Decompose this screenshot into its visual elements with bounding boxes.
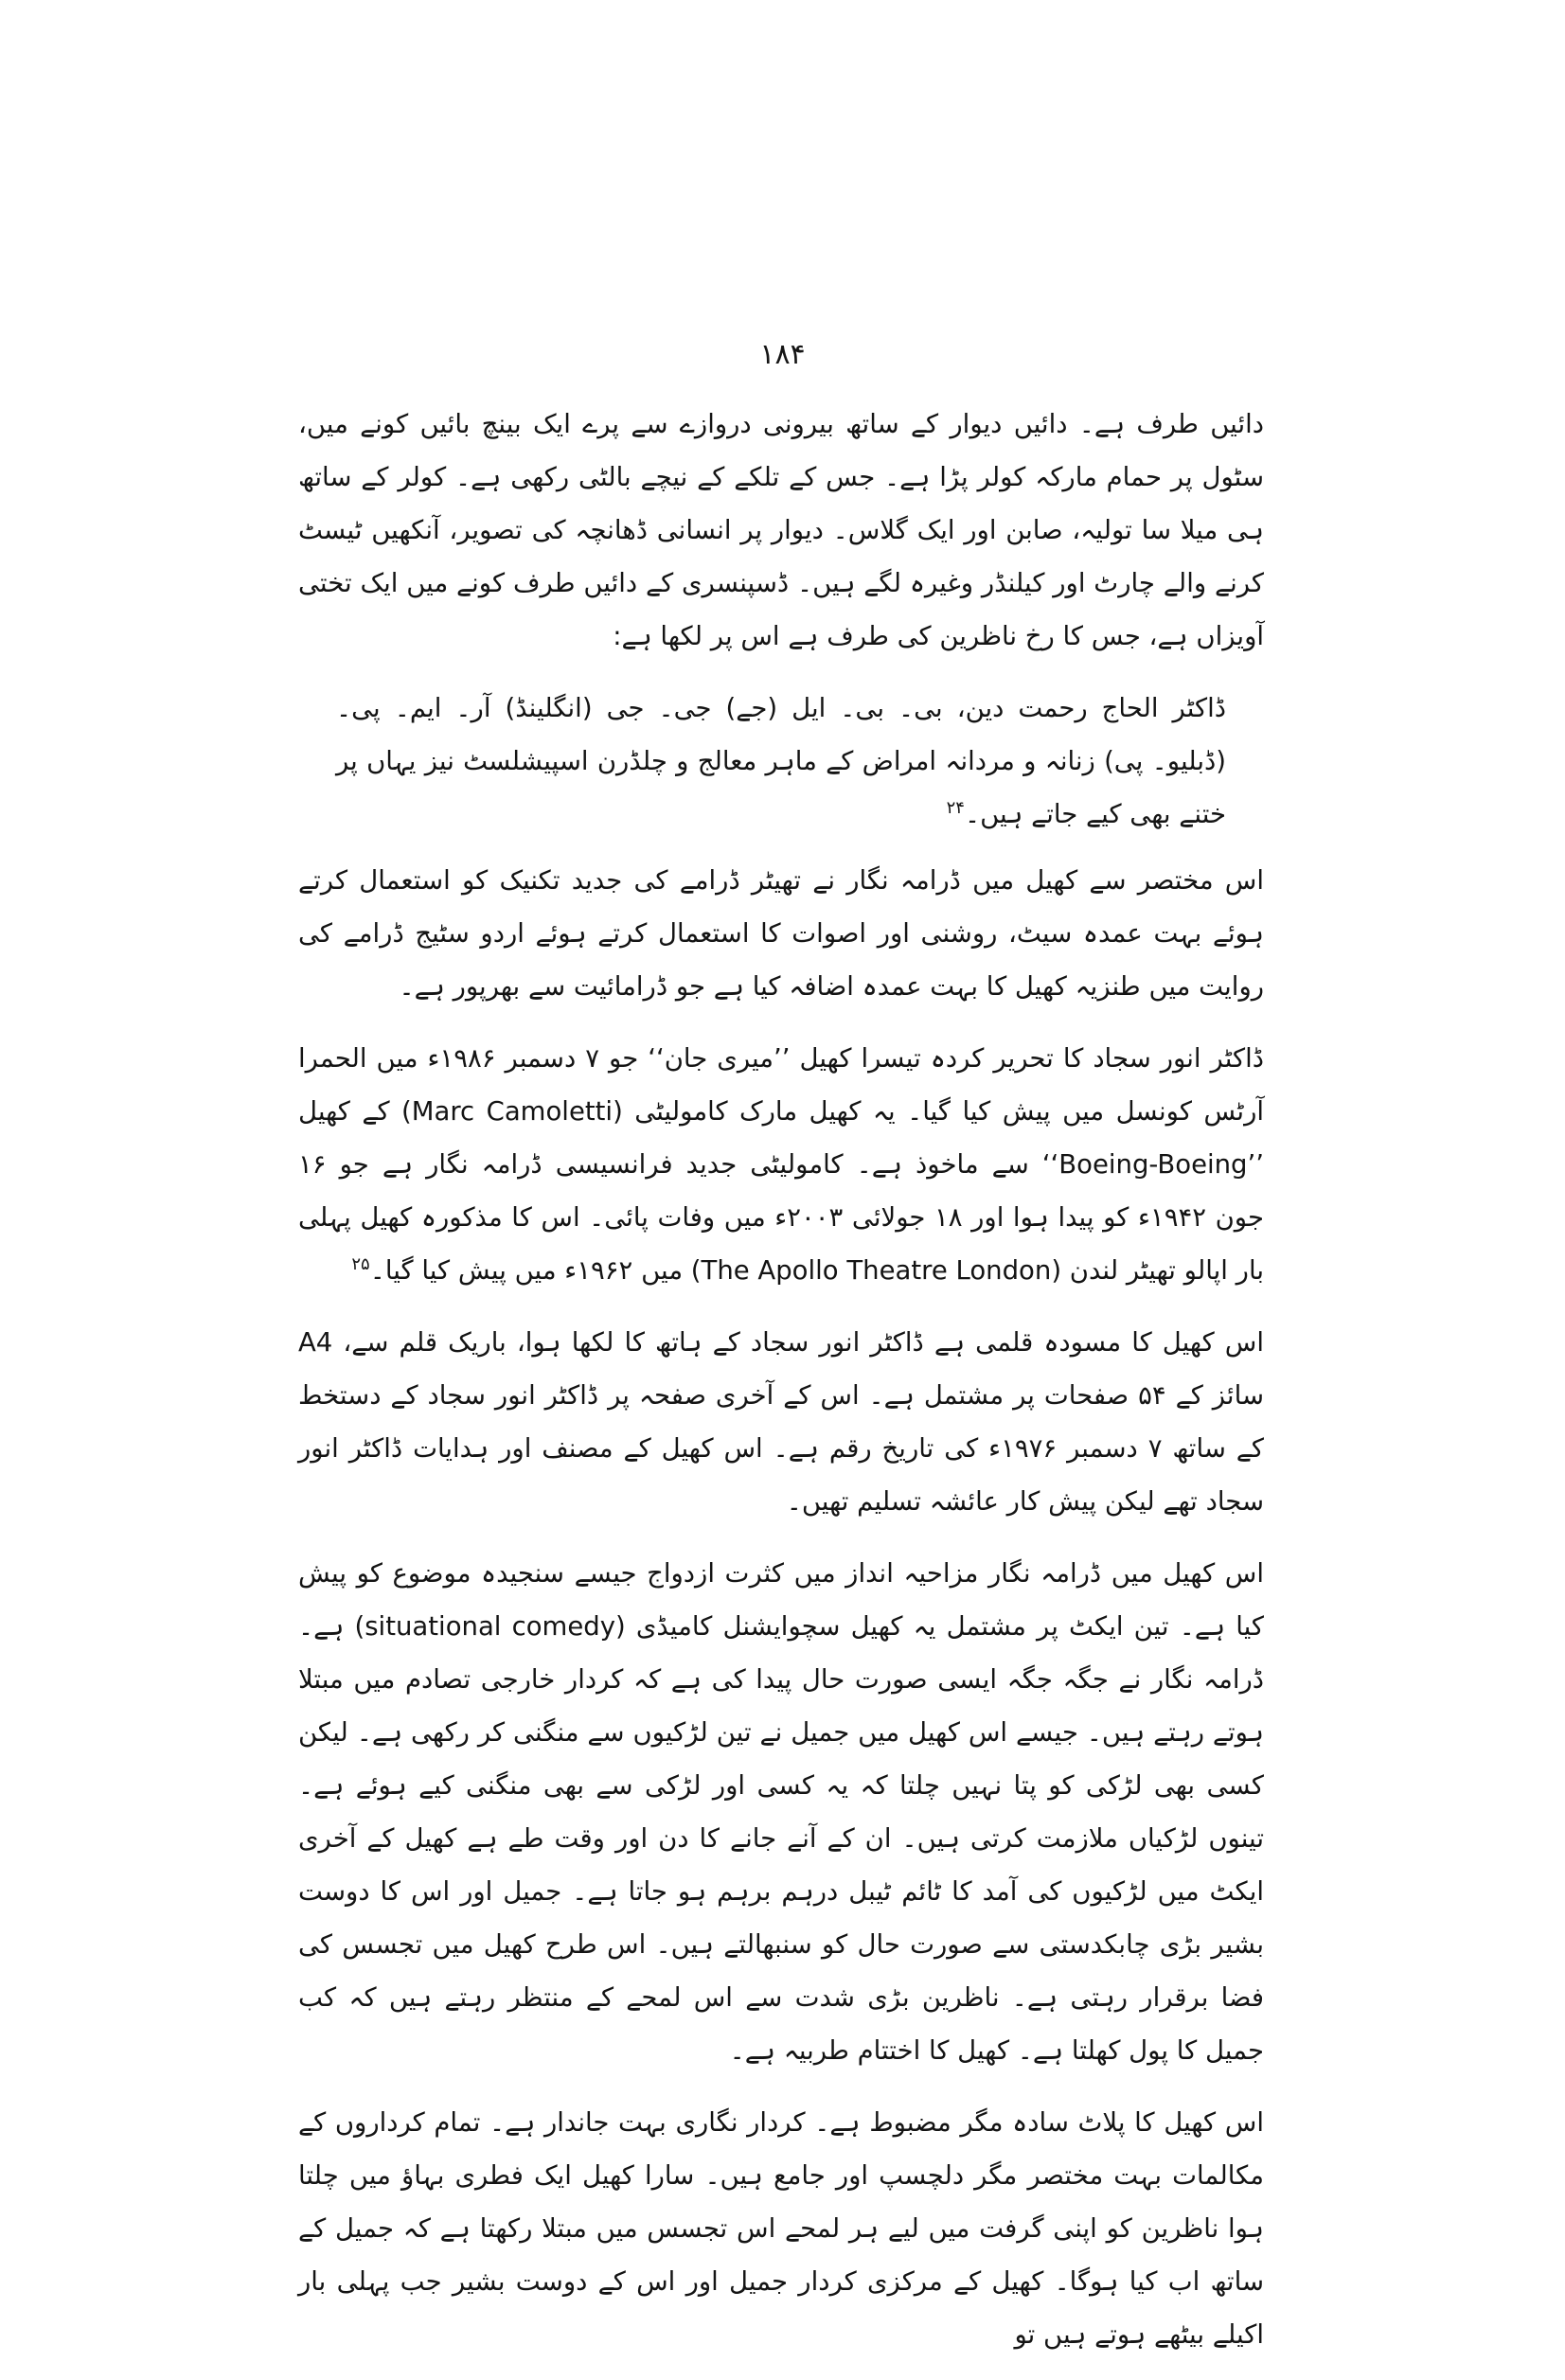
paragraph-text: اس کھیل کا مسودہ قلمی ہے ڈاکٹر انور سجاد کے ہاتھ کا لکھا ہوا، باریک قلم سے، A4 سائز کے ۵۴ صفحات پر مشتمل ہے۔ اس کے آخری صفحہ پر ڈاکٹر انور سجاد کے دستخط کے ساتھ ۷ دسمبر ۱۹۷۶ء کی تاریخ رقم ہے۔ اس کھیل کے مصنف اور ہدایات ڈاکٹر انور سجاد تھے لیکن پیش کار عائشہ تسلیم تھیں۔ [298,1327,1265,1517]
paragraph-technique [298,854,1264,1013]
latin-genre-term: situational comedy [365,1611,615,1642]
paragraph-comedy [298,1547,1264,2077]
paragraph-text-part: ) ہے۔ ڈرامہ نگار نے جگہ جگہ ایسی صورت حال پیدا کی ہے کہ کردار خارجی تصادم میں مبتلا ہوتے رہتے ہیں۔ جیسے اس کھیل میں جمیل نے تین لڑکیوں سے منگنی کر رکھی ہے۔ لیکن کسی بھی لڑکی کو پتا نہیں چلتا کہ یہ کسی اور لڑکی سے بھی منگنی کیے ہوئے ہے۔ تینوں لڑکیاں ملازمت کرتی ہیں۔ ان کے آنے جانے کا دن اور وقت طے ہے کھیل کے آخری ایکٹ میں لڑکیوں کی آمد کا ٹائم ٹیبل درہم برہم ہو جاتا ہے۔ جمیل اور اس کا دوست بشیر بڑی چابکدستی سے صورت حال کو سنبھالتے ہیں۔ اس طرح کھیل میں تجسس کی فضا برقرار رہتی ہے۔ ناظرین بڑی شدت سے اس لمحے کے منتظر رہتے ہیں کہ کب جمیل کا پول کھلتا ہے۔ کھیل کا اختتام طربیہ ہے۔ [298,1611,1264,2066]
paragraph-text: اس مختصر سے کھیل میں ڈرامہ نگار نے تھیٹر ڈرامے کی جدید تکنیک کو استعمال کرتے ہوئے بہت عمدہ سیٹ، روشنی اور اصوات کا استعمال کرتے ہوئے اردو سٹیج ڈرامے کی روایت میں طنزیہ کھیل کا بہت عمدہ اضافہ کیا ہے جو ڈرامائیت سے بھرپور ہے۔ [298,865,1264,1002]
page-number: ۱۸۴ [759,338,806,371]
paragraph-meri-jaan [298,1032,1264,1297]
paragraph-text: اس کھیل کا پلاٹ سادہ مگر مضبوط ہے۔ کردار نگاری بہت جاندار ہے۔ تمام کرداروں کے مکالمات بہت مختصر مگر دلچسپ اور جامع ہیں۔ سارا کھیل ایک فطری بہاؤ میں چلتا ہوا ناظرین کو اپنی گرفت میں لیے ہر لمحے اس تجسس میں مبتلا رکھتا ہے کہ جمیل کے ساتھ اب کیا ہوگا۔ کھیل کے مرکزی کردار جمیل اور اس کے دوست بشیر جب پہلی بار اکیلے بیٹھے ہوتے ہیں تو [298,2107,1264,2350]
paragraph-setting-description [298,398,1264,663]
paragraph-text-part: ) کے کھیل ’’ [298,1096,1264,1180]
paragraph-text-part: ) میں ۱۹۶۲ء میں پیش کیا گیا۔ [369,1255,702,1286]
quote-text: ڈاکٹر الحاج رحمت دین، بی۔ بی۔ ایل (جے) جی۔ جی (انگلینڈ) آر۔ ایم۔ پی۔ (ڈبلیو۔ پی) زنانہ و مردانہ امراض کے ماہر معالج و چلڈرن اسپیشلسٹ نیز یہاں پر ختنے بھی کیے جاتے ہیں۔ [336,693,1226,829]
paragraph-text-part: ڈاکٹر انور سجاد کا تحریر کردہ تیسرا کھیل ’’میری جان‘‘ جو ۷ دسمبر ۱۹۸۶ء میں الحمرا آرٹس کونسل میں پیش کیا گیا۔ یہ کھیل مارک کامولیٹی ( [298,1043,1265,1127]
paragraph-plot [298,2096,1264,2361]
latin-theatre-name: The Apollo Theatre London [701,1255,1052,1286]
latin-author-name: Marc Camoletti [411,1096,614,1127]
block-quote-signboard [336,682,1226,841]
latin-play-title: Boeing-Boeing [1058,1149,1248,1180]
footnote-marker: ۲۴ [946,797,965,818]
footnote-marker: ۲۵ [351,1253,370,1274]
paragraph-text: دائیں طرف ہے۔ دائیں دیوار کے ساتھ بیرونی دروازے سے پرے ایک بینچ بائیں کونے میں، سٹول پر حمام مارکہ کولر پڑا ہے۔ جس کے تلکے کے نیچے بالٹی رکھی ہے۔ کولر کے ساتھ ہی میلا سا تولیہ، صابن اور ایک گلاس۔ دیوار پر انسانی ڈھانچہ کی تصویر، آنکھیں ٹیسٹ کرنے والے چارٹ اور کیلنڈر وغیرہ لگے ہیں۔ ڈسپنسری کے دائیں طرف کونے میں ایک تختی آویزاں ہے، جس کا رخ ناظرین کی طرف ہے اس پر لکھا ہے: [298,409,1264,651]
body-text [298,398,1264,2380]
paragraph-manuscript [298,1316,1264,1528]
paragraph-text-part: ‘‘ سے ماخوذ ہے۔ کامولیٹی جدید فرانسیسی ڈرامہ نگار ہے جو ۱۶ جون ۱۹۴۲ء کو پیدا ہوا اور ۱۸ جولائی ۲۰۰۳ء میں وفات پائی۔ اس کا مذکورہ کھیل پہلی بار اپالو تھیٹر لندن ( [298,1149,1265,1286]
paragraph-text-part: اس کھیل میں ڈرامہ نگار مزاحیہ انداز میں کثرت ازدواج جیسے سنجیدہ موضوع کو پیش کیا ہے۔ تین ایکٹ پر مشتمل یہ کھیل سچوایشنل کامیڈی ( [298,1558,1264,1642]
